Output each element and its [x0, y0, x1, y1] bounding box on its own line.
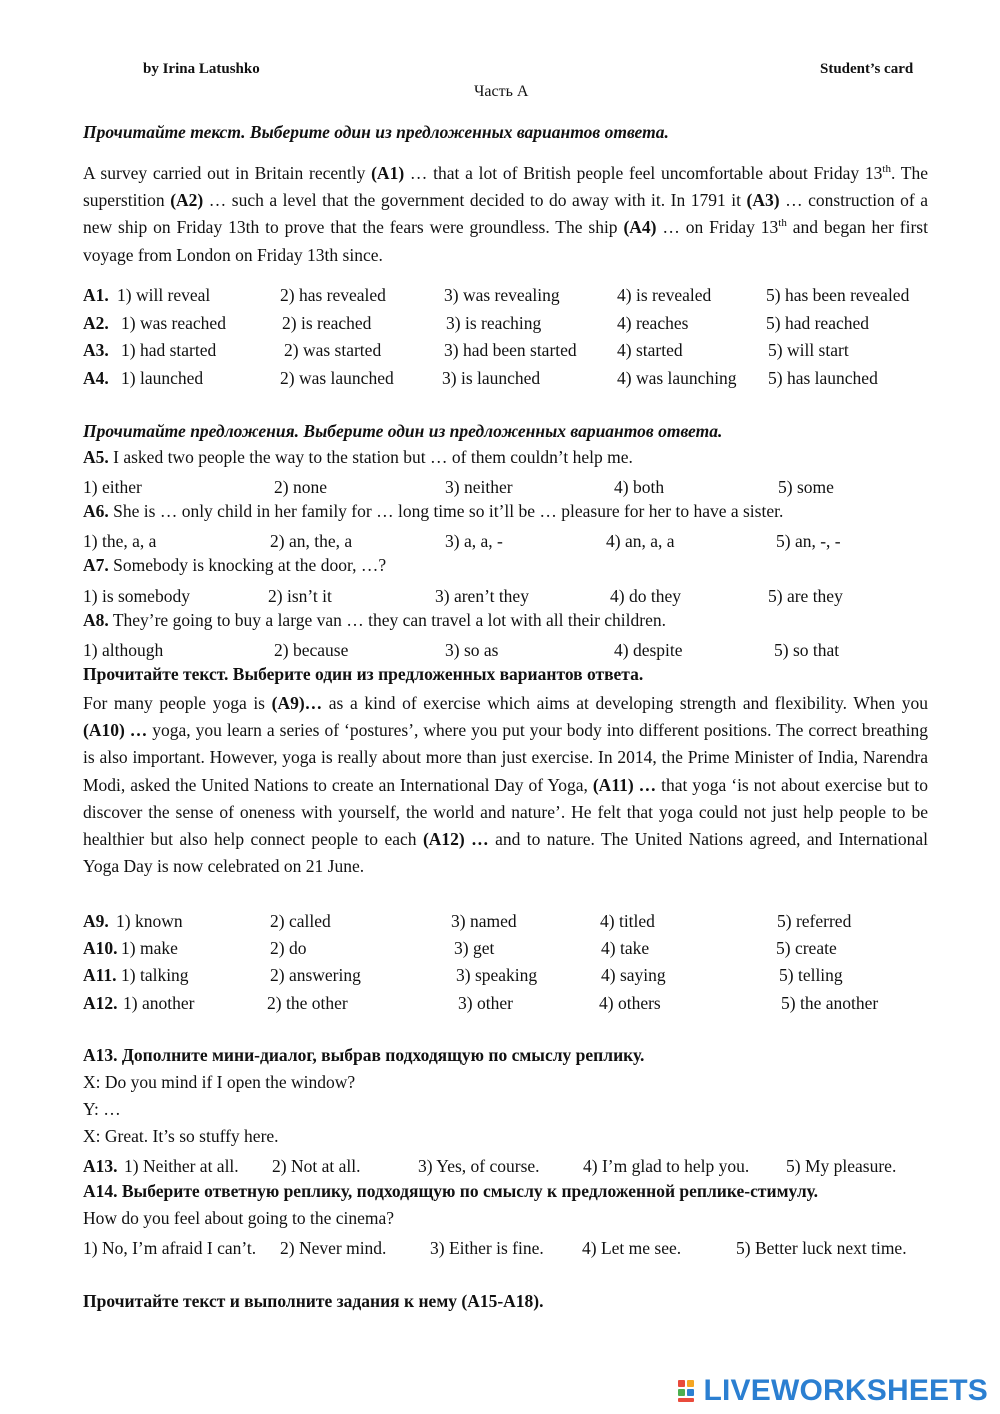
question-row [83, 474, 943, 501]
answer-option[interactable]: 2) answering [270, 965, 361, 986]
question-label: A7. [83, 555, 109, 576]
question-label: A9. [83, 911, 109, 931]
question-row [83, 310, 943, 337]
question-text: I asked two people the way to the station but … of them couldn’t help me. [108, 447, 633, 467]
section5-instruction: A14. Выберите ответную реплику, подходящую по смыслу к предложенной реплике-стимулу. [83, 1181, 819, 1201]
question-stem [83, 501, 783, 522]
answer-option[interactable]: 1) launched [121, 367, 204, 388]
question-label: A1. [83, 285, 109, 305]
answer-option[interactable]: 3) had been started [444, 340, 577, 360]
answer-option[interactable]: 2) has revealed [280, 285, 386, 305]
answer-option[interactable]: 5) has been revealed [766, 285, 910, 305]
question-row-a13 [83, 1153, 943, 1180]
answer-option[interactable]: 3) neither [445, 477, 513, 498]
answer-option[interactable]: 2) because [274, 639, 349, 660]
answer-option[interactable]: 1) make [121, 938, 178, 959]
section1-text: A survey carried out in Britain recently (A1) … that a lot of British people feel uncomfortable about Friday 13th. The superstition (A2) … such a level that the government decided to do away with it. In 1791 it (A3) … construction of a new ship on Friday 13th to prove that the fears were groundless. The ship (A4) … on Friday 13th and began her first voyage from London on Friday 13th since. [83, 163, 928, 265]
answer-option[interactable]: 2) the other [267, 992, 348, 1013]
question-label: A11. [83, 965, 117, 986]
answer-option[interactable]: 1) the, a, a [83, 531, 157, 552]
answer-option[interactable]: 5) are they [768, 585, 843, 606]
question-row [83, 365, 943, 392]
answer-option[interactable]: 2) was launched [280, 367, 394, 388]
question-stem [83, 555, 386, 576]
answer-option[interactable]: 4) despite [614, 639, 683, 660]
answer-option[interactable]: 2) Never mind. [280, 1238, 387, 1258]
question-label: A5. [83, 447, 109, 467]
answer-option[interactable]: 4) started [617, 340, 683, 360]
part-title: Часть А [474, 83, 529, 100]
answer-option[interactable]: 1) had started [121, 340, 217, 360]
answer-option[interactable]: 1) No, I’m afraid I can’t. [83, 1238, 257, 1258]
answer-option[interactable]: 5) had reached [766, 312, 869, 333]
answer-option[interactable]: 1) another [123, 992, 195, 1013]
answer-option[interactable]: 4) saying [601, 965, 666, 986]
card-label: Student’s card [820, 61, 914, 77]
section2-instruction: Прочитайте предложения. Выберите один из предложенных вариантов ответа. [83, 421, 723, 441]
logo-text: LIVEWORKSHEETS [703, 1374, 988, 1407]
answer-option[interactable]: 3) speaking [456, 965, 538, 986]
question-row [83, 337, 943, 364]
answer-option[interactable]: 5) an, -, - [776, 531, 841, 552]
answer-option[interactable]: 3) is reaching [446, 312, 542, 333]
answer-option[interactable]: 5) has launched [768, 367, 878, 388]
answer-option[interactable]: 4) do they [610, 585, 681, 606]
question-row-a14 [83, 1235, 943, 1262]
question-label: A3. [83, 340, 109, 360]
answer-option[interactable]: 5) Better luck next time. [736, 1238, 907, 1258]
answer-option[interactable]: 1) was reached [121, 312, 226, 333]
answer-option[interactable]: 2) isn’t it [268, 585, 332, 606]
dialog-line-2: Y: … [83, 1099, 121, 1119]
answer-option[interactable]: 4) an, a, a [606, 531, 675, 552]
section6-instruction: Прочитайте текст и выполните задания к нему (A15-A18). [83, 1291, 544, 1311]
answer-option[interactable]: 1) talking [121, 965, 189, 986]
answer-option[interactable]: 1) although [83, 639, 164, 660]
answer-option[interactable]: 1) Neither at all. [124, 1156, 239, 1176]
question-stem [83, 447, 633, 468]
liveworksheets-logo [678, 1374, 989, 1408]
question-label: A13. [83, 1156, 118, 1176]
answer-option[interactable]: 5) so that [774, 639, 840, 660]
logo-icon [678, 1378, 702, 1404]
answer-option[interactable]: 5) some [778, 477, 834, 498]
question-stem [83, 610, 666, 631]
question-row [83, 990, 943, 1017]
section3-text: For many people yoga is (A9)… as a kind of exercise which aims at developing strength and flexibility. When you (A10) … yoga, you learn a series of ‘postures’, where you put your body into different positions. The correct breathing is also important. However, yoga is really about more than just exercise. In 2014, the Prime Minister of India, Narendra Modi, asked the United Nations to create an International Day of Yoga, (A11) … that yoga ‘is not about exercise but to discover the sense of oneness with yourself, the world and nature’. He felt that yoga could not just help people to be healthier but also help connect people to each (A12) … and to nature. The United Nations agreed, and International Yoga Day is now celebrated on 21 June. [83, 693, 929, 877]
answer-option[interactable]: 3) Either is fine. [430, 1238, 544, 1258]
dialog-line-3: X: Great. It’s so stuffy here. [83, 1126, 279, 1146]
answer-option[interactable]: 2) do [270, 938, 307, 959]
question-text: She is … only child in her family for … long time so it’ll be … pleasure for her to have a sister. [108, 501, 784, 522]
answer-option[interactable]: 5) will start [768, 340, 849, 360]
question-label: A12. [83, 992, 118, 1013]
question-text: Somebody is knocking at the door, …? [108, 555, 387, 576]
author-name: by Irina Latushko [143, 61, 260, 77]
answer-option[interactable]: 4) was launching [617, 367, 737, 388]
answer-option[interactable]: 5) the another [781, 992, 879, 1013]
answer-option[interactable]: 2) Not at all. [272, 1156, 361, 1176]
answer-option[interactable]: 1) known [116, 911, 183, 931]
question-label: A6. [83, 501, 109, 522]
question-row [83, 935, 943, 962]
question-row [83, 528, 943, 555]
answer-option[interactable]: 3) is launched [442, 367, 541, 388]
answer-option[interactable]: 4) I’m glad to help you. [583, 1156, 750, 1176]
dialog-line-1: X: Do you mind if I open the window? [83, 1072, 356, 1092]
answer-option[interactable]: 2) an, the, a [270, 531, 353, 552]
answer-option[interactable]: 3) other [458, 992, 513, 1013]
section3-instruction: Прочитайте текст. Выберите один из предложенных вариантов ответа. [83, 664, 644, 684]
answer-option[interactable]: 3) a, a, - [445, 531, 503, 552]
answer-option[interactable]: 3) get [454, 938, 495, 959]
answer-option[interactable]: 4) is revealed [617, 285, 712, 305]
answer-option[interactable]: 1) either [83, 477, 142, 498]
question-label: A2. [83, 312, 109, 333]
question-row [83, 962, 943, 989]
question-row [83, 583, 943, 610]
answer-option[interactable]: 2) none [274, 477, 327, 498]
answer-option[interactable]: 3) named [451, 911, 517, 931]
answer-option[interactable]: 5) create [776, 938, 837, 959]
answer-option[interactable]: 1) is somebody [83, 585, 190, 606]
question-row [83, 908, 943, 935]
answer-option[interactable]: 2) was started [284, 340, 382, 360]
question-row [83, 282, 943, 309]
answer-option[interactable]: 3) was revealing [444, 285, 560, 305]
answer-option[interactable]: 3) so as [445, 639, 499, 660]
answer-option[interactable]: 4) Let me see. [582, 1238, 682, 1258]
question-label: A10. [83, 938, 118, 959]
stimulus-line: How do you feel about going to the cinema? [83, 1208, 395, 1228]
answer-option[interactable]: 4) reaches [617, 312, 689, 333]
answer-option[interactable]: 2) is reached [282, 312, 372, 333]
answer-option[interactable]: 4) others [599, 992, 661, 1013]
question-label: A8. [83, 609, 109, 630]
answer-option[interactable]: 1) will reveal [117, 285, 211, 305]
question-row [83, 637, 943, 664]
section4-instruction: A13. Дополните мини-диалог, выбрав подходящую по смыслу реплику. [83, 1045, 645, 1065]
answer-option[interactable]: 3) Yes, of course. [418, 1156, 540, 1176]
answer-option[interactable]: 2) called [270, 911, 331, 931]
question-label: A4. [83, 367, 109, 388]
answer-option[interactable]: 4) take [601, 938, 650, 959]
answer-option[interactable]: 5) My pleasure. [786, 1156, 897, 1176]
section1-instruction: Прочитайте текст. Выберите один из предложенных вариантов ответа. [83, 122, 669, 142]
answer-option[interactable]: 4) titled [600, 911, 655, 931]
question-text: They’re going to buy a large van … they can travel a lot with all their children. [108, 609, 666, 630]
answer-option[interactable]: 5) referred [777, 911, 852, 931]
answer-option[interactable]: 3) aren’t they [435, 585, 529, 606]
answer-option[interactable]: 4) both [614, 477, 665, 498]
answer-option[interactable]: 5) telling [779, 965, 843, 986]
